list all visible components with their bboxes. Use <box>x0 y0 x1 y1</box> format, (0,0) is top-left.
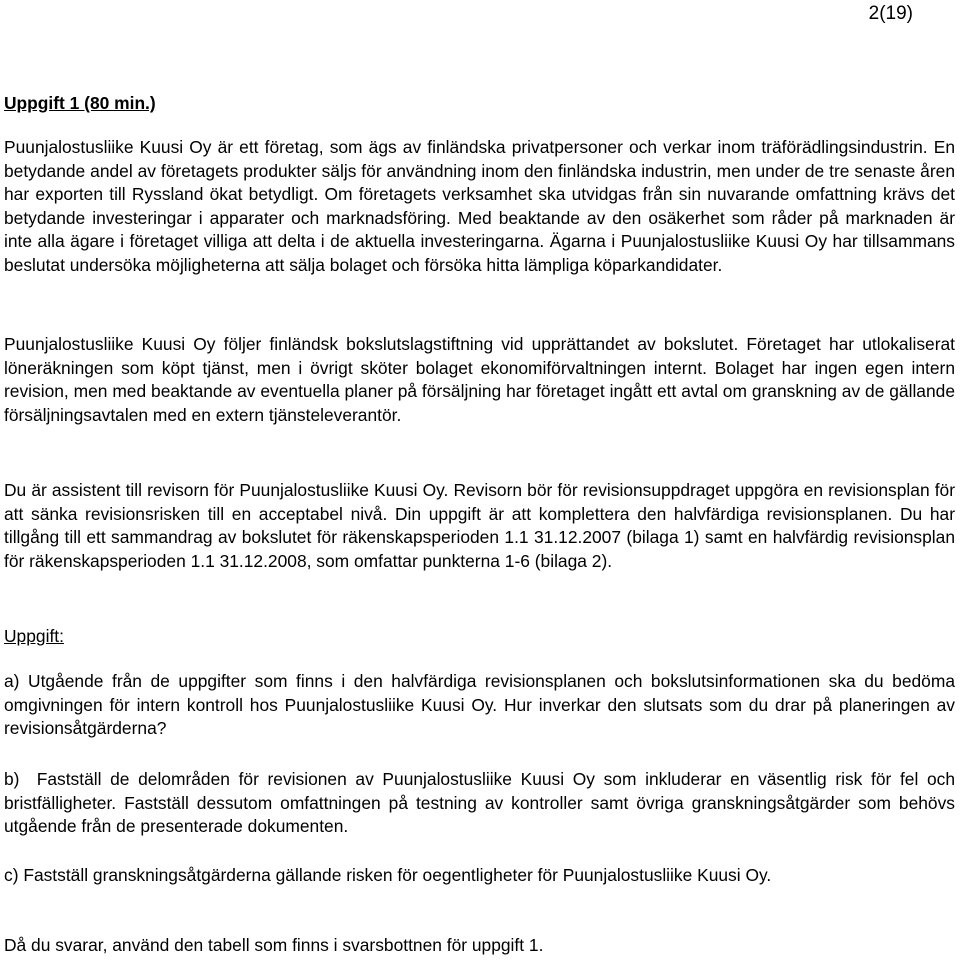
document-page <box>4 0 960 960</box>
paragraph-company-background: Puunjalostusliike Kuusi Oy är ett företag, som ägs av finländska privatpersoner och verkar inom träförädlingsindustrin. En betydande andel av företagets produkter säljs för användning inom den finländska industrin, men under de tre senaste åren har exporten till Ryssland ökat betydligt. Om företagets verksamhet ska utvidgas från sin nuvarande omfattning krävs det betydande investeringar i apparater och marknadsföring. Med beaktande av den osäkerhet som råder på marknaden är inte alla ägare i företaget villiga att delta i de aktuella investeringarna. Ägarna i Puunjalostusliike Kuusi Oy har tillsammans beslutat undersöka möjligheterna att sälja bolaget och försöka hitta lämpliga köparkandidater. <box>4 137 955 275</box>
task-item-a: a) Utgående från de uppgifter som finns i den halvfärdiga revisionsplanen och bokslutsinformationen ska du bedöma omgivningen för intern kontroll hos Puunjalostusliike Kuusi Oy. Hur inverkar den slutsats som du drar på planeringen av revisionsåtgärderna? <box>4 671 960 738</box>
task-item-b: b) Fastställ de delområden för revisionen av Puunjalostusliike Kuusi Oy som inkluderar en väsentlig risk för fel och bristfälligheter. Fastställ dessutom omfattningen på testning av kontroller samt övriga granskningsåtgärder som behövs utgående från de presenterade dokumenten. <box>4 769 960 836</box>
task-heading: Uppgift 1 (80 min.) <box>4 93 156 113</box>
paragraph-assistant-role: Du är assistent till revisorn för Puunjalostusliike Kuusi Oy. Revisorn bör för revisionsuppdraget uppgöra en revisionsplan för att sänka revisionsrisken till en acceptabel nivå. Din uppgift är att komplettera den halvfärdiga revisionsplanen. Du har tillgång till ett sammandrag av bokslutet för räkenskapsperioden 1.1 31.12.2007 (bilaga 1) samt en halvfärdig revisionsplan för räkenskapsperioden 1.1 31.12.2008, som omfattar punkterna 1-6 (bilaga 2). <box>4 480 955 571</box>
task-label: Uppgift: <box>4 626 64 646</box>
closing-instruction: Då du svarar, använd den tabell som finns i svarsbottnen för uppgift 1. <box>4 935 544 955</box>
paragraph-accounting-practices: Puunjalostusliike Kuusi Oy följer finländsk bokslutslagstiftning vid upprättandet av bokslutet. Företaget har utlokaliserat löneräkningen som köpt tjänst, men i övrigt sköter bolaget ekonomiförvaltningen internt. Bolaget har ingen egen intern revision, men med beaktande av eventuella planer på försäljning har företaget ingått ett avtal om granskning av de gällande försäljningsavtalen med en extern tjänsteleverantör. <box>4 334 955 425</box>
task-item-c: c) Fastställ granskningsåtgärderna gällande risken för oegentligheter för Puunjalostusliike Kuusi Oy. <box>4 865 772 885</box>
page-number: 2(19) <box>868 3 913 24</box>
